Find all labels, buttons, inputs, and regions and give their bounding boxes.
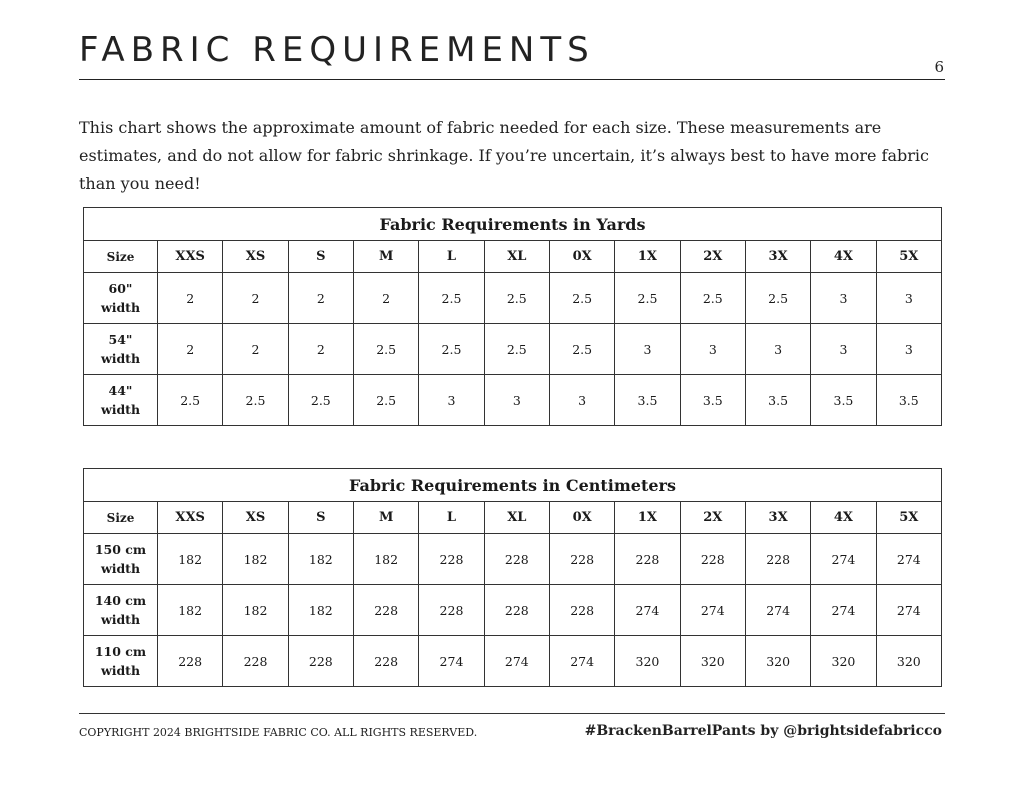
table-row bbox=[84, 585, 942, 636]
table-cell: 320 bbox=[615, 636, 680, 687]
table-cell: 274 bbox=[876, 534, 941, 585]
table-cell: 274 bbox=[745, 585, 810, 636]
table-cell: 3 bbox=[680, 324, 745, 375]
table-cell: 2 bbox=[288, 324, 353, 375]
table-cell: 182 bbox=[158, 585, 223, 636]
table-cell: 3 bbox=[615, 324, 680, 375]
table-cell: 182 bbox=[353, 534, 418, 585]
intro-paragraph: This chart shows the approximate amount of fabric needed for each size. These measurements are estimates, and do not allow for fabric shrinkage. If you’re uncertain, it’s always best to have more fabric than you need! bbox=[79, 118, 929, 193]
table-cell: 3 bbox=[876, 273, 941, 324]
table-row bbox=[84, 534, 942, 585]
table-cell: 3 bbox=[419, 375, 484, 426]
size-column-header: L bbox=[419, 241, 484, 273]
table-cell: 182 bbox=[288, 585, 353, 636]
table-cell: 3 bbox=[811, 273, 876, 324]
table-cell: 274 bbox=[549, 636, 614, 687]
size-column-header: XS bbox=[223, 241, 288, 273]
table-cell: 2.5 bbox=[745, 273, 810, 324]
table-cell: 320 bbox=[811, 636, 876, 687]
table-cell: 274 bbox=[680, 585, 745, 636]
table-cell: 182 bbox=[223, 534, 288, 585]
size-column-header: 2X bbox=[680, 502, 745, 534]
footer-divider bbox=[79, 713, 945, 714]
size-header: Size bbox=[84, 502, 158, 534]
table-cell: 274 bbox=[484, 636, 549, 687]
table-cell: 3.5 bbox=[680, 375, 745, 426]
table-cell: 2.5 bbox=[549, 273, 614, 324]
table-cell: 274 bbox=[811, 534, 876, 585]
table-cell: 228 bbox=[549, 534, 614, 585]
table-cell: 2 bbox=[158, 324, 223, 375]
size-column-header: 4X bbox=[811, 502, 876, 534]
table-cell: 228 bbox=[419, 585, 484, 636]
table-cell: 228 bbox=[419, 534, 484, 585]
copyright-notice: COPYRIGHT 2024 BRIGHTSIDE FABRIC CO. ALL RIGHTS RESERVED. bbox=[79, 726, 478, 739]
table-cell: 182 bbox=[158, 534, 223, 585]
table-cell: 3 bbox=[811, 324, 876, 375]
table-cell: 228 bbox=[353, 636, 418, 687]
table-cell: 2 bbox=[158, 273, 223, 324]
table-cell: 2.5 bbox=[158, 375, 223, 426]
table-cell: 274 bbox=[615, 585, 680, 636]
centimeters-table bbox=[83, 468, 942, 687]
table-row bbox=[84, 324, 942, 375]
size-column-header: 5X bbox=[876, 241, 941, 273]
table-cell: 228 bbox=[353, 585, 418, 636]
size-column-header: XL bbox=[484, 241, 549, 273]
row-label: 44" width bbox=[84, 375, 158, 426]
size-column-header: 3X bbox=[745, 502, 810, 534]
table-cell: 2.5 bbox=[419, 273, 484, 324]
table-cell: 2.5 bbox=[288, 375, 353, 426]
size-column-header: M bbox=[353, 502, 418, 534]
size-header: Size bbox=[84, 241, 158, 273]
table-row bbox=[84, 375, 942, 426]
size-column-header: 1X bbox=[615, 241, 680, 273]
table-cell: 228 bbox=[549, 585, 614, 636]
table-cell: 274 bbox=[419, 636, 484, 687]
table-cell: 3 bbox=[484, 375, 549, 426]
size-column-header: XL bbox=[484, 502, 549, 534]
row-label: 60" width bbox=[84, 273, 158, 324]
header-row bbox=[84, 241, 942, 273]
table-title: Fabric Requirements in Centimeters bbox=[84, 469, 942, 502]
table-title: Fabric Requirements in Yards bbox=[84, 208, 942, 241]
table-cell: 3.5 bbox=[615, 375, 680, 426]
row-label: 110 cm width bbox=[84, 636, 158, 687]
size-column-header: 3X bbox=[745, 241, 810, 273]
table-cell: 2.5 bbox=[484, 273, 549, 324]
table-cell: 2.5 bbox=[680, 273, 745, 324]
table-cell: 2.5 bbox=[419, 324, 484, 375]
table-cell: 228 bbox=[484, 534, 549, 585]
table-cell: 2 bbox=[223, 324, 288, 375]
table-cell: 320 bbox=[680, 636, 745, 687]
table-cell: 2 bbox=[288, 273, 353, 324]
table-cell: 3 bbox=[745, 324, 810, 375]
table-cell: 228 bbox=[615, 534, 680, 585]
table-cell: 228 bbox=[158, 636, 223, 687]
yards-table bbox=[83, 207, 942, 426]
table-cell: 2.5 bbox=[484, 324, 549, 375]
table-cell: 2.5 bbox=[615, 273, 680, 324]
table-row bbox=[84, 273, 942, 324]
table-cell: 3.5 bbox=[811, 375, 876, 426]
table-cell: 2 bbox=[223, 273, 288, 324]
row-label: 140 cm width bbox=[84, 585, 158, 636]
table-cell: 182 bbox=[288, 534, 353, 585]
table-cell: 3.5 bbox=[876, 375, 941, 426]
table-cell: 228 bbox=[223, 636, 288, 687]
size-column-header: XXS bbox=[158, 502, 223, 534]
table-row bbox=[84, 636, 942, 687]
row-label: 54" width bbox=[84, 324, 158, 375]
table-cell: 2.5 bbox=[353, 324, 418, 375]
size-column-header: XXS bbox=[158, 241, 223, 273]
table-cell: 228 bbox=[288, 636, 353, 687]
size-column-header: 1X bbox=[615, 502, 680, 534]
header-row bbox=[84, 502, 942, 534]
title-divider bbox=[79, 79, 945, 80]
table-cell: 320 bbox=[876, 636, 941, 687]
table-cell: 274 bbox=[876, 585, 941, 636]
size-column-header: 0X bbox=[549, 502, 614, 534]
size-column-header: 2X bbox=[680, 241, 745, 273]
table-cell: 3.5 bbox=[745, 375, 810, 426]
page-number: 6 bbox=[934, 58, 944, 76]
table-cell: 228 bbox=[745, 534, 810, 585]
table-cell: 3 bbox=[549, 375, 614, 426]
page-title: FABRIC REQUIREMENTS bbox=[79, 30, 595, 70]
row-label: 150 cm width bbox=[84, 534, 158, 585]
table-cell: 228 bbox=[680, 534, 745, 585]
table-cell: 3 bbox=[876, 324, 941, 375]
table-cell: 2.5 bbox=[549, 324, 614, 375]
size-column-header: 4X bbox=[811, 241, 876, 273]
table-cell: 274 bbox=[811, 585, 876, 636]
table-cell: 228 bbox=[484, 585, 549, 636]
table-cell: 2 bbox=[353, 273, 418, 324]
size-column-header: M bbox=[353, 241, 418, 273]
size-column-header: S bbox=[288, 502, 353, 534]
size-column-header: XS bbox=[223, 502, 288, 534]
size-column-header: S bbox=[288, 241, 353, 273]
size-column-header: 0X bbox=[549, 241, 614, 273]
table-cell: 2.5 bbox=[223, 375, 288, 426]
size-column-header: L bbox=[419, 502, 484, 534]
table-cell: 182 bbox=[223, 585, 288, 636]
size-column-header: 5X bbox=[876, 502, 941, 534]
table-cell: 320 bbox=[745, 636, 810, 687]
table-cell: 2.5 bbox=[353, 375, 418, 426]
hashtag-credit: #BrackenBarrelPants by @brightsidefabricco bbox=[584, 723, 942, 739]
